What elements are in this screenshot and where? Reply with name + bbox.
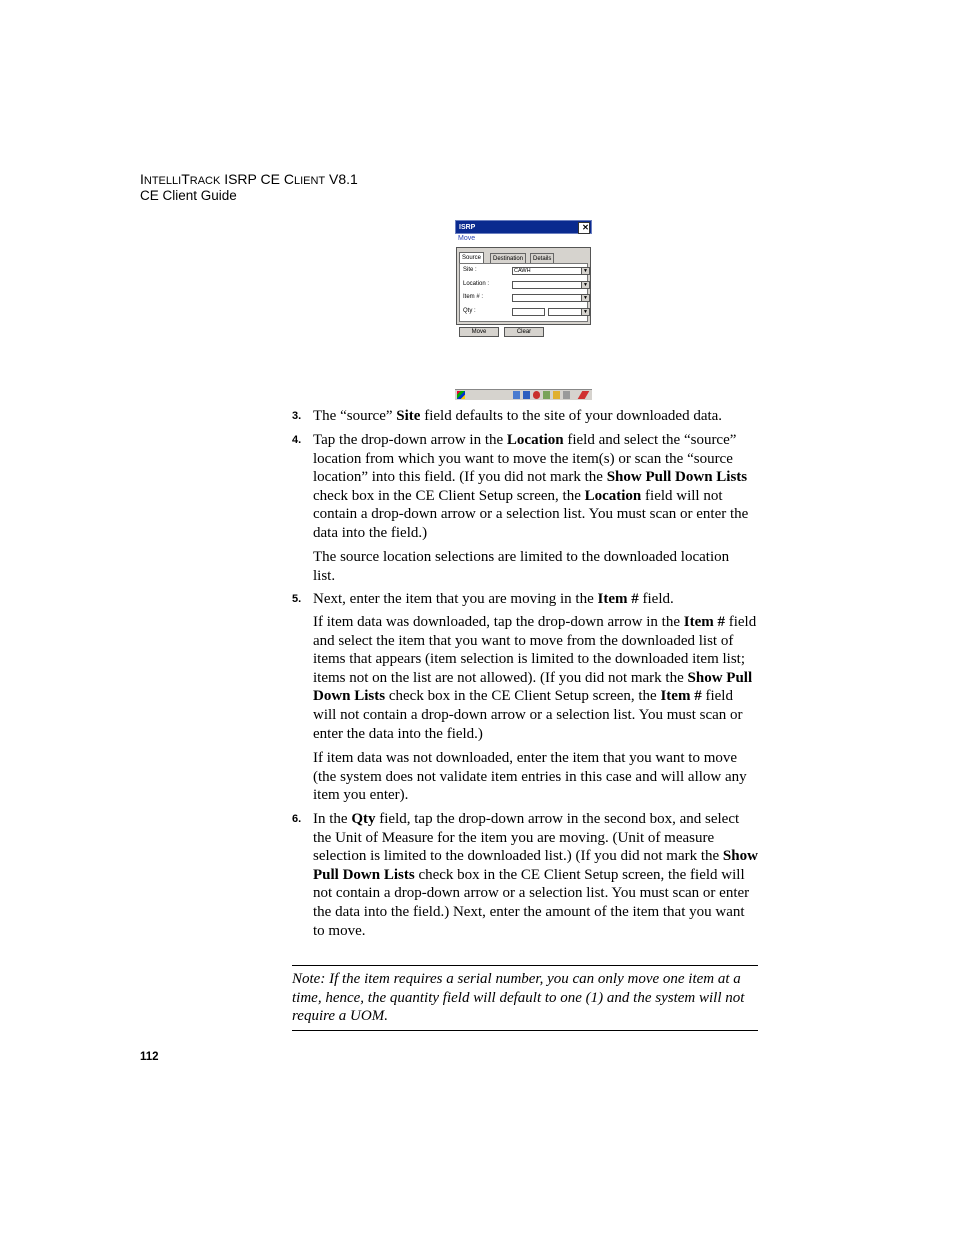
step-3-text: The “source” Site field defaults to the site of your downloaded data. — [313, 408, 723, 424]
qty-input[interactable] — [512, 308, 545, 316]
taskbar — [455, 389, 592, 400]
item-label: Item # : — [463, 294, 484, 300]
tab-details[interactable]: Details — [530, 253, 554, 264]
qty-label: Qty : — [463, 308, 476, 314]
move-button[interactable]: Move — [459, 327, 499, 337]
tray-keyboard-icon[interactable] — [523, 391, 530, 399]
step-number: 4. — [292, 434, 302, 446]
tray-sync-icon[interactable] — [543, 391, 550, 399]
step-6-text: In the Qty field, tap the drop-down arrow in the second box, and select the Unit of Measure for the item you are moving. (Unit of measure selection is limited to the downloaded list.) (If you did not mark the Show Pull Down Lists check box in the CE Client Setup screen, the field will not contain a drop-down arrow or a selection list. You must scan or enter the data into the field.) Next, enter the amount of the item that you want to move. — [313, 811, 758, 939]
step-5-text: Next, enter the item that you are moving in the Item # field. — [313, 591, 674, 607]
tray-volume-icon[interactable] — [553, 391, 560, 399]
chevron-down-icon[interactable]: ▼ — [581, 295, 589, 301]
running-header-title: INTELLITRACK ISRP CE CLIENT V8.1 — [140, 171, 358, 187]
step-number: 3. — [292, 410, 302, 422]
uom-select[interactable] — [548, 308, 590, 316]
tray-record-icon[interactable] — [533, 391, 540, 399]
step-4-followup: The source location selections are limited to the downloaded location list. — [313, 549, 730, 584]
item-select[interactable] — [512, 294, 590, 302]
chevron-down-icon[interactable]: ▼ — [581, 309, 589, 315]
chevron-down-icon[interactable]: ▼ — [581, 282, 589, 288]
site-select[interactable]: CAWH ▼ — [512, 267, 590, 275]
running-header-subtitle: CE Client Guide — [140, 188, 237, 203]
windows-start-icon[interactable] — [457, 391, 465, 399]
location-select[interactable] — [512, 281, 590, 289]
tab-source[interactable]: Source — [459, 252, 484, 264]
source-form — [459, 263, 588, 322]
tab-destination[interactable]: Destination — [490, 253, 526, 264]
tab-panel — [456, 247, 591, 325]
note-top-rule — [292, 965, 758, 966]
device-screenshot — [455, 220, 592, 400]
note-text: Note: If the item requires a serial number, you can only move one item at a time, hence, the quantity field will default to one (1) and the system will not require a UOM. — [292, 971, 745, 1025]
close-icon[interactable]: ✕ — [578, 222, 590, 234]
page-number: 112 — [140, 1051, 159, 1063]
step-5-followup: If item data was downloaded, tap the drop-down arrow in the Item # field and select the item that you want to move from the downloaded list of items that appears (item selection is limited to the downloaded item list; items not on the list are not allowed). (If you did not mark the Show Pull Down Lists check box in the CE Client Setup screen, the Item # field will not contain a drop-down arrow or a selection list. You must scan or enter the data into the field.) — [313, 614, 757, 742]
pen-icon[interactable] — [578, 391, 590, 399]
tray-battery-icon[interactable] — [563, 391, 570, 399]
site-label: Site : — [463, 267, 477, 273]
location-label: Location : — [463, 281, 490, 287]
step-5-note: If item data was not downloaded, enter the item that you want to move (the system does not validate item entries in this case and will allow any item you enter). — [313, 750, 747, 804]
clear-button[interactable]: Clear — [504, 327, 544, 337]
step-4-text: Tap the drop-down arrow in the Location field and select the “source” location from which you want to move the item(s) or scan the “source location” into this field. (If you did not mark the Show Pull Down Lists check box in the CE Client Setup screen, the Location field will not contain a drop-down arrow or a selection list. You must scan or enter the data into the field.) — [313, 432, 749, 541]
tray-network-icon[interactable] — [513, 391, 520, 399]
step-number: 5. — [292, 593, 302, 605]
app-title-bar: ISRP ✕ — [455, 220, 592, 234]
menu-move[interactable]: Move — [458, 235, 476, 242]
note-bottom-rule — [292, 1030, 758, 1031]
step-number: 6. — [292, 813, 302, 825]
chevron-down-icon[interactable]: ▼ — [581, 268, 589, 274]
